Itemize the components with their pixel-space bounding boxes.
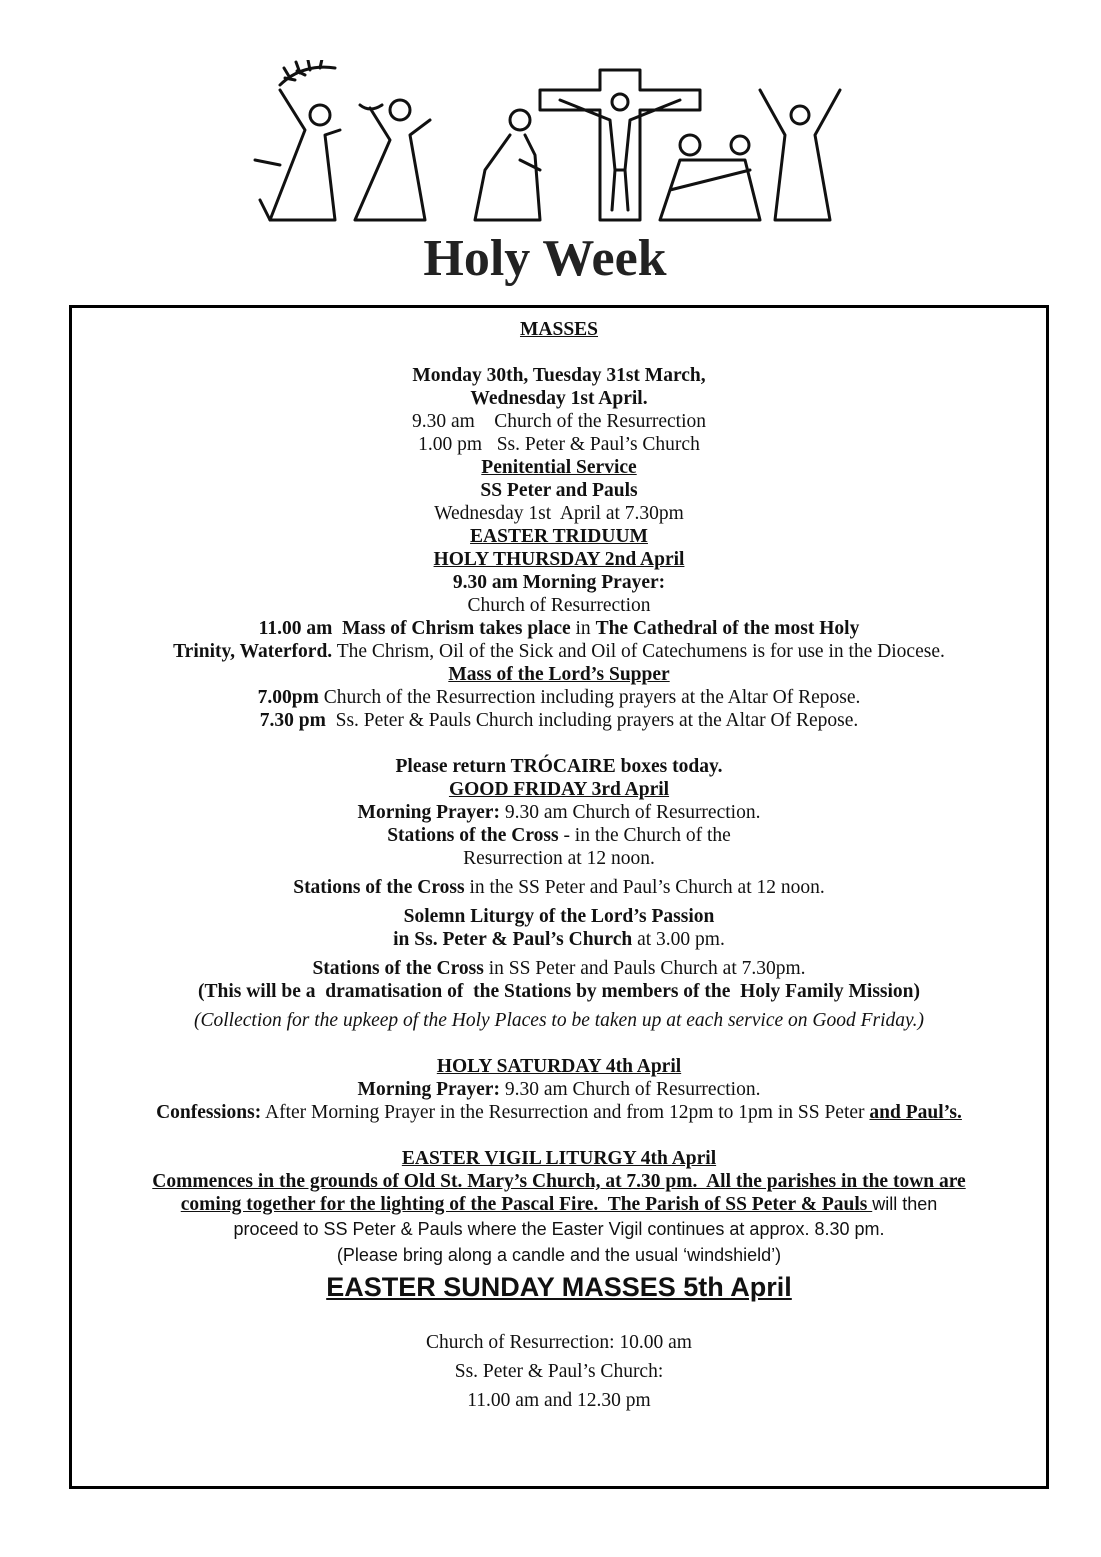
supper1-time: 7.00pm <box>257 687 319 708</box>
stations-1-line2: Resurrection at 12 noon. <box>463 848 655 869</box>
chrism-mass-line1 <box>72 617 1046 640</box>
stations3-label: Stations of the Cross <box>312 958 484 979</box>
dramatisation-note: (This will be a dramatisation of the Stations by members of the Holy Family Mission) <box>197 981 921 1002</box>
weekday-mass-2: 1.00 pm Ss. Peter & Paul’s Church <box>418 434 700 455</box>
conf-tail: and Paul’s. <box>869 1102 962 1123</box>
sunday-mass-3: 11.00 am and 12.30 pm <box>467 1390 651 1411</box>
supper1-text: Church of the Resurrection including prayers at the Altar Of Repose. <box>318 687 861 708</box>
vigil-line2 <box>72 1193 1046 1216</box>
penitential-when: Wednesday 1st April at 7.30pm <box>434 503 684 524</box>
stations-1-line1 <box>72 824 1046 847</box>
triduum-heading: EASTER TRIDUUM <box>470 526 648 547</box>
gf-mp-text: 9.30 am Church of Resurrection. <box>499 802 761 823</box>
vigil-line1: Commences in the grounds of Old St. Mary’s Church, at 7.30 pm. All the parishes in the town are <box>152 1171 966 1192</box>
stations-3 <box>72 957 1046 980</box>
stations2-text: in the SS Peter and Paul’s Church at 12 noon. <box>464 877 825 898</box>
chrism-cathedral: The Cathedral of the most Holy <box>595 618 860 639</box>
sunday-mass-1: Church of Resurrection: 10.00 am <box>426 1332 692 1353</box>
lords-supper-heading: Mass of the Lord’s Supper <box>448 664 670 685</box>
saturday-morning-prayer <box>72 1078 1046 1101</box>
weekdays-line1: Monday 30th, Tuesday 31st March, <box>412 365 706 386</box>
good-friday-morning-prayer <box>72 801 1046 824</box>
schedule-content <box>72 318 1046 1415</box>
good-friday-heading: GOOD FRIDAY 3rd April <box>448 779 670 800</box>
stations2-label: Stations of the Cross <box>293 877 465 898</box>
masses-heading: MASSES <box>519 319 599 340</box>
lords-supper-1 <box>72 686 1046 709</box>
confessions <box>72 1101 1046 1124</box>
conf-text: After Morning Prayer in the Resurrection and from 12pm to 1pm in SS Peter <box>261 1102 870 1123</box>
holy-saturday-heading: HOLY SATURDAY 4th April <box>436 1056 682 1077</box>
stations3-text: in SS Peter and Pauls Church at 7.30pm. <box>483 958 806 979</box>
vigil-line3: proceed to SS Peter & Pauls where the Easter Vigil continues at approx. 8.30 pm. <box>233 1219 885 1239</box>
gf-mp-label: Morning Prayer: <box>357 802 500 823</box>
header-title: Holy Week <box>423 230 667 287</box>
liturgy-line1: Solemn Liturgy of the Lord’s Passion <box>403 906 715 927</box>
trocaire-notice: Please return TRÓCAIRE boxes today. <box>395 756 723 777</box>
thursday-morning-prayer: 9.30 am Morning Prayer: <box>452 572 666 593</box>
chrism-trinity: Trinity, Waterford. <box>173 641 333 662</box>
easter-vigil-heading: EASTER VIGIL LITURGY 4th April <box>401 1148 717 1169</box>
stations1-text: - in the Church of the <box>558 825 731 846</box>
holy-thursday-heading: HOLY THURSDAY 2nd April <box>433 549 685 570</box>
holy-week-illustration <box>240 60 850 300</box>
vigil-line4: (Please bring along a candle and the usual ‘windshield’) <box>336 1245 782 1265</box>
liturgy-line2 <box>72 928 1046 951</box>
stations-2 <box>72 876 1046 899</box>
chrism-time: 11.00 am Mass of Chrism takes place <box>258 618 571 639</box>
vigil-line2-underlined: coming together for the lighting of the Pascal Fire. The Parish of SS Peter & Pauls <box>180 1194 873 1215</box>
sunday-mass-2: Ss. Peter & Paul’s Church: <box>454 1361 664 1382</box>
collection-note: (Collection for the upkeep of the Holy Places to be taken up at each service on Good Friday.) <box>194 1010 924 1031</box>
schedule-box <box>69 305 1049 1489</box>
supper2-time: 7.30 pm <box>259 710 326 731</box>
liturgy-place: in Ss. Peter & Paul’s Church <box>393 929 633 950</box>
chrism-mass-line2 <box>72 640 1046 663</box>
stations1-label: Stations of the Cross <box>387 825 559 846</box>
vigil-line2-rest: will then <box>872 1194 938 1214</box>
easter-sunday-heading: EASTER SUNDAY MASSES 5th April <box>326 1272 792 1302</box>
chrism-in: in <box>570 618 596 639</box>
chrism-oils: The Chrism, Oil of the Sick and Oil of Catechumens is for use in the Diocese. <box>332 641 945 662</box>
hs-mp-label: Morning Prayer: <box>357 1079 500 1100</box>
hs-mp-text: 9.30 am Church of Resurrection. <box>499 1079 761 1100</box>
lords-supper-2 <box>72 709 1046 732</box>
conf-label: Confessions: <box>156 1102 262 1123</box>
penitential-place: SS Peter and Pauls <box>480 480 638 501</box>
weekday-mass-1: 9.30 am Church of the Resurrection <box>411 411 707 432</box>
thursday-morning-prayer-place: Church of Resurrection <box>467 595 651 616</box>
weekdays-line2: Wednesday 1st April. <box>470 388 648 409</box>
penitential-heading: Penitential Service <box>481 457 637 478</box>
supper2-text: Ss. Peter & Pauls Church including prayers at the Altar Of Repose. <box>325 710 859 731</box>
liturgy-time: at 3.00 pm. <box>632 929 725 950</box>
